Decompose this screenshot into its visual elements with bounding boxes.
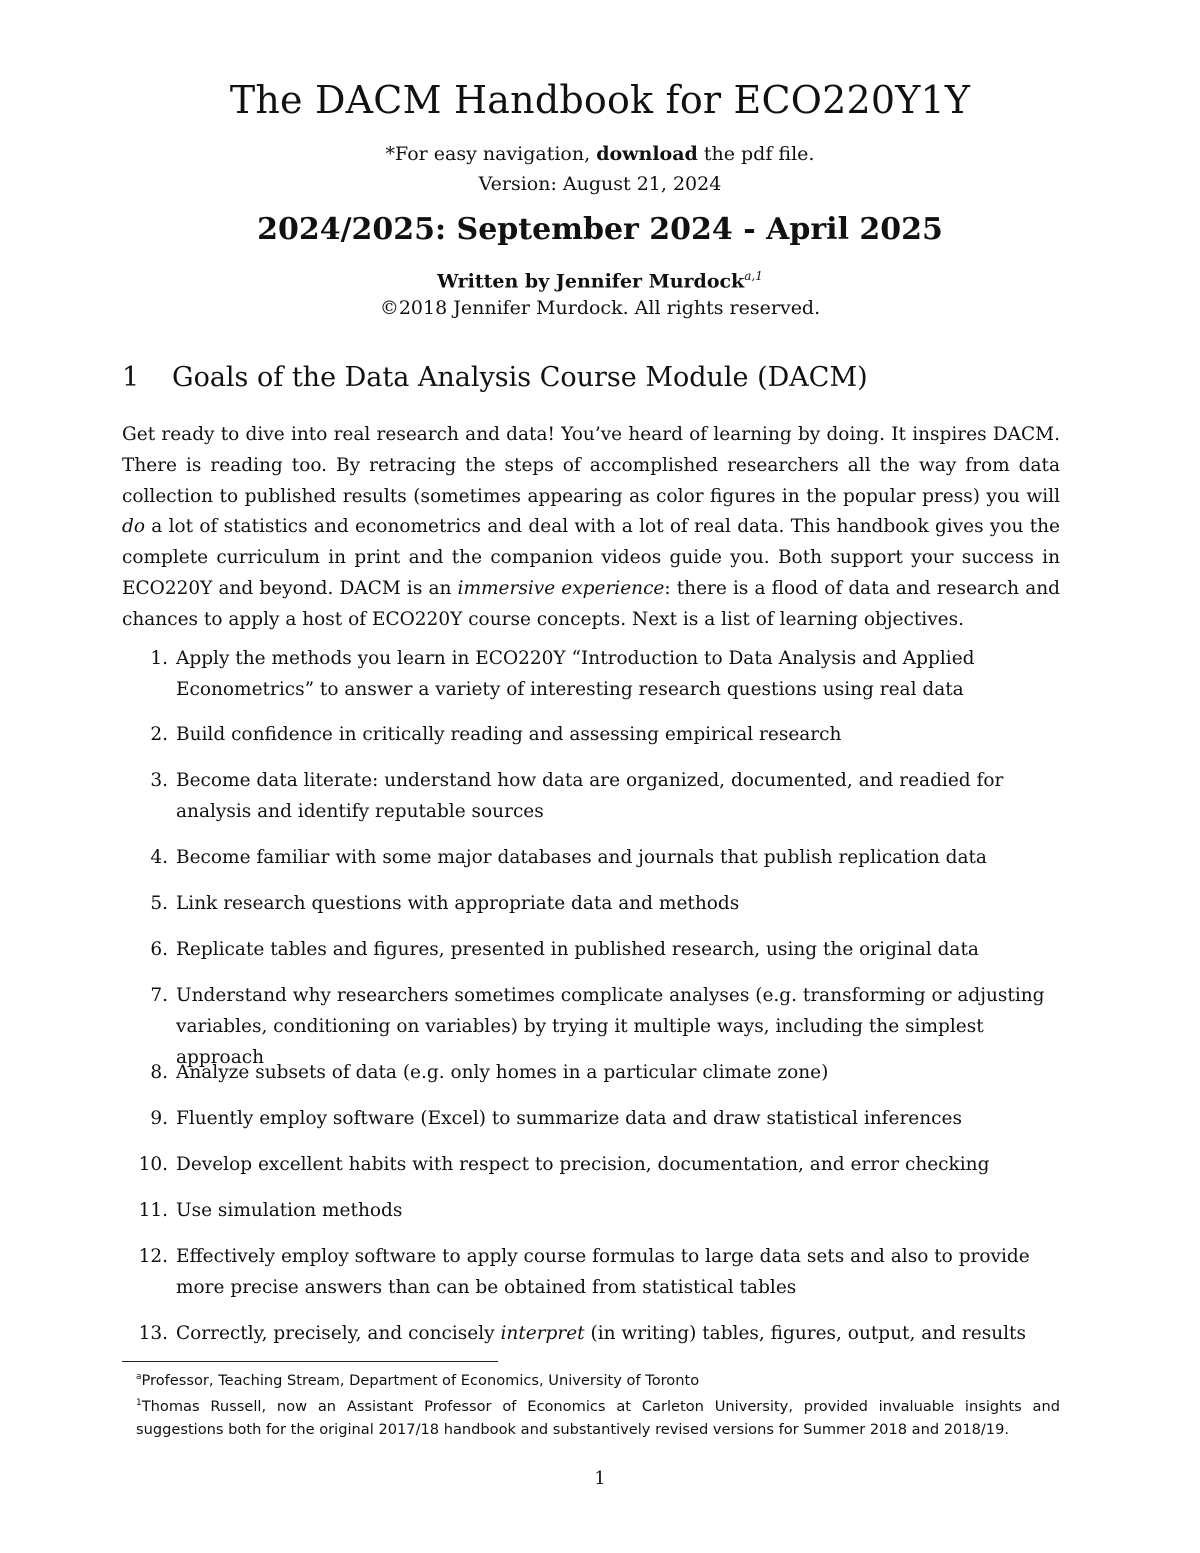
download-note [0,142,1200,166]
author-name: Written by Jennifer Murdock [437,270,745,293]
section-title: Goals of the Data Analysis Course Module (DACM) [172,362,868,393]
download-note-suffix: the pdf file. [697,143,815,165]
list-item: 3. Become data literate: understand how data are organized, documented, and readied for analysis and identify reputable sources [150,770,1004,822]
intro-text-2: a lot of statistics and econometrics and deal with a lot of real data. This handbook gives you the complete curriculum in print and the companion videos guide you. Both support your success in ECO220Y and beyond. DACM is an [122,516,1060,599]
term-heading: 2024/2025: September 2024 - April 2025 [257,212,943,247]
intro-paragraph [122,420,1060,636]
intro-emphasis-immersive: immersive experience [457,577,665,599]
footnote-a: $^a$Professor, Teaching Stream, Department of Economics, University of Toronto [136,1371,700,1389]
page-number: 1 [594,1468,606,1489]
list-item: 11. Use simulation methods [138,1200,403,1221]
section-number: 1 [122,362,140,393]
list-item: 1. Apply the methods you learn in ECO220Y “Introduction to Data Analysis and Applied Econometrics” to answer a variety of interesting research questions using real data [150,648,975,700]
list-item: 5. Link research questions with appropriate data and methods [150,893,740,914]
interpret-emphasis: interpret [500,1323,585,1344]
list-item: 13. Correctly, precisely, and concisely interpret (in writing) tables, figures, output, and results [138,1323,1026,1344]
copyright-line: ©2018 Jennifer Murdock. All rights reserved. [379,297,821,319]
learning-objectives-list [122,644,1060,1351]
list-item: 7. Understand why researchers sometimes complicate analyses (e.g. transforming or adjusting variables, conditioning on variables) by trying it multiple ways, including the simplest approach [150,985,1045,1068]
download-note-bold: download [596,143,698,165]
list-item: 10. Develop excellent habits with respect to precision, documentation, and error checking [138,1154,990,1175]
list-item: 8. Analyze subsets of data (e.g. only homes in a particular climate zone) [150,1062,829,1083]
download-note-prefix: *For easy navigation, [385,143,597,165]
intro-emphasis-do: do [122,516,145,538]
author-line [0,264,1200,293]
intro-text-1: Get ready to dive into real research and data! You’ve heard of learning by doing. It inspires DACM. There is reading too. By retracing the steps of accomplished researchers all the way from data collection to published results (sometimes appearing as color figures in the popular press) you will [122,424,1060,507]
footnote-divider [122,1361,498,1362]
document-title: The DACM Handbook for ECO220Y1Y [229,78,971,122]
footnote-1: $^1$Thomas Russell, now an Assistant Professor of Economics at Carleton University, provided invaluable insights and suggestions both for the original 2017/18 handbook and substantively revised versions for Summer 2018 and 2018/19. [136,1397,1060,1438]
version-line: Version: August 21, 2024 [478,173,722,195]
footnotes [122,1366,1060,1441]
author-footnote-marks: a,1 [744,269,763,283]
list-item: 2. Build confidence in critically reading and assessing empirical research [150,724,842,745]
intro-text-3: : there is a flood of data and research and chances to apply a host of ECO220Y course concepts. Next is a list of learning objectives. [122,577,1060,630]
section-heading [122,360,868,396]
list-item: 4. Become familiar with some major databases and journals that publish replication data [150,847,987,868]
list-item: 9. Fluently employ software (Excel) to summarize data and draw statistical inferences [150,1108,962,1129]
list-item: 12. Effectively employ software to apply course formulas to large data sets and also to provide more precise answers than can be obtained from statistical tables [138,1246,1030,1298]
list-item: 6. Replicate tables and figures, presented in published research, using the original data [150,939,979,960]
